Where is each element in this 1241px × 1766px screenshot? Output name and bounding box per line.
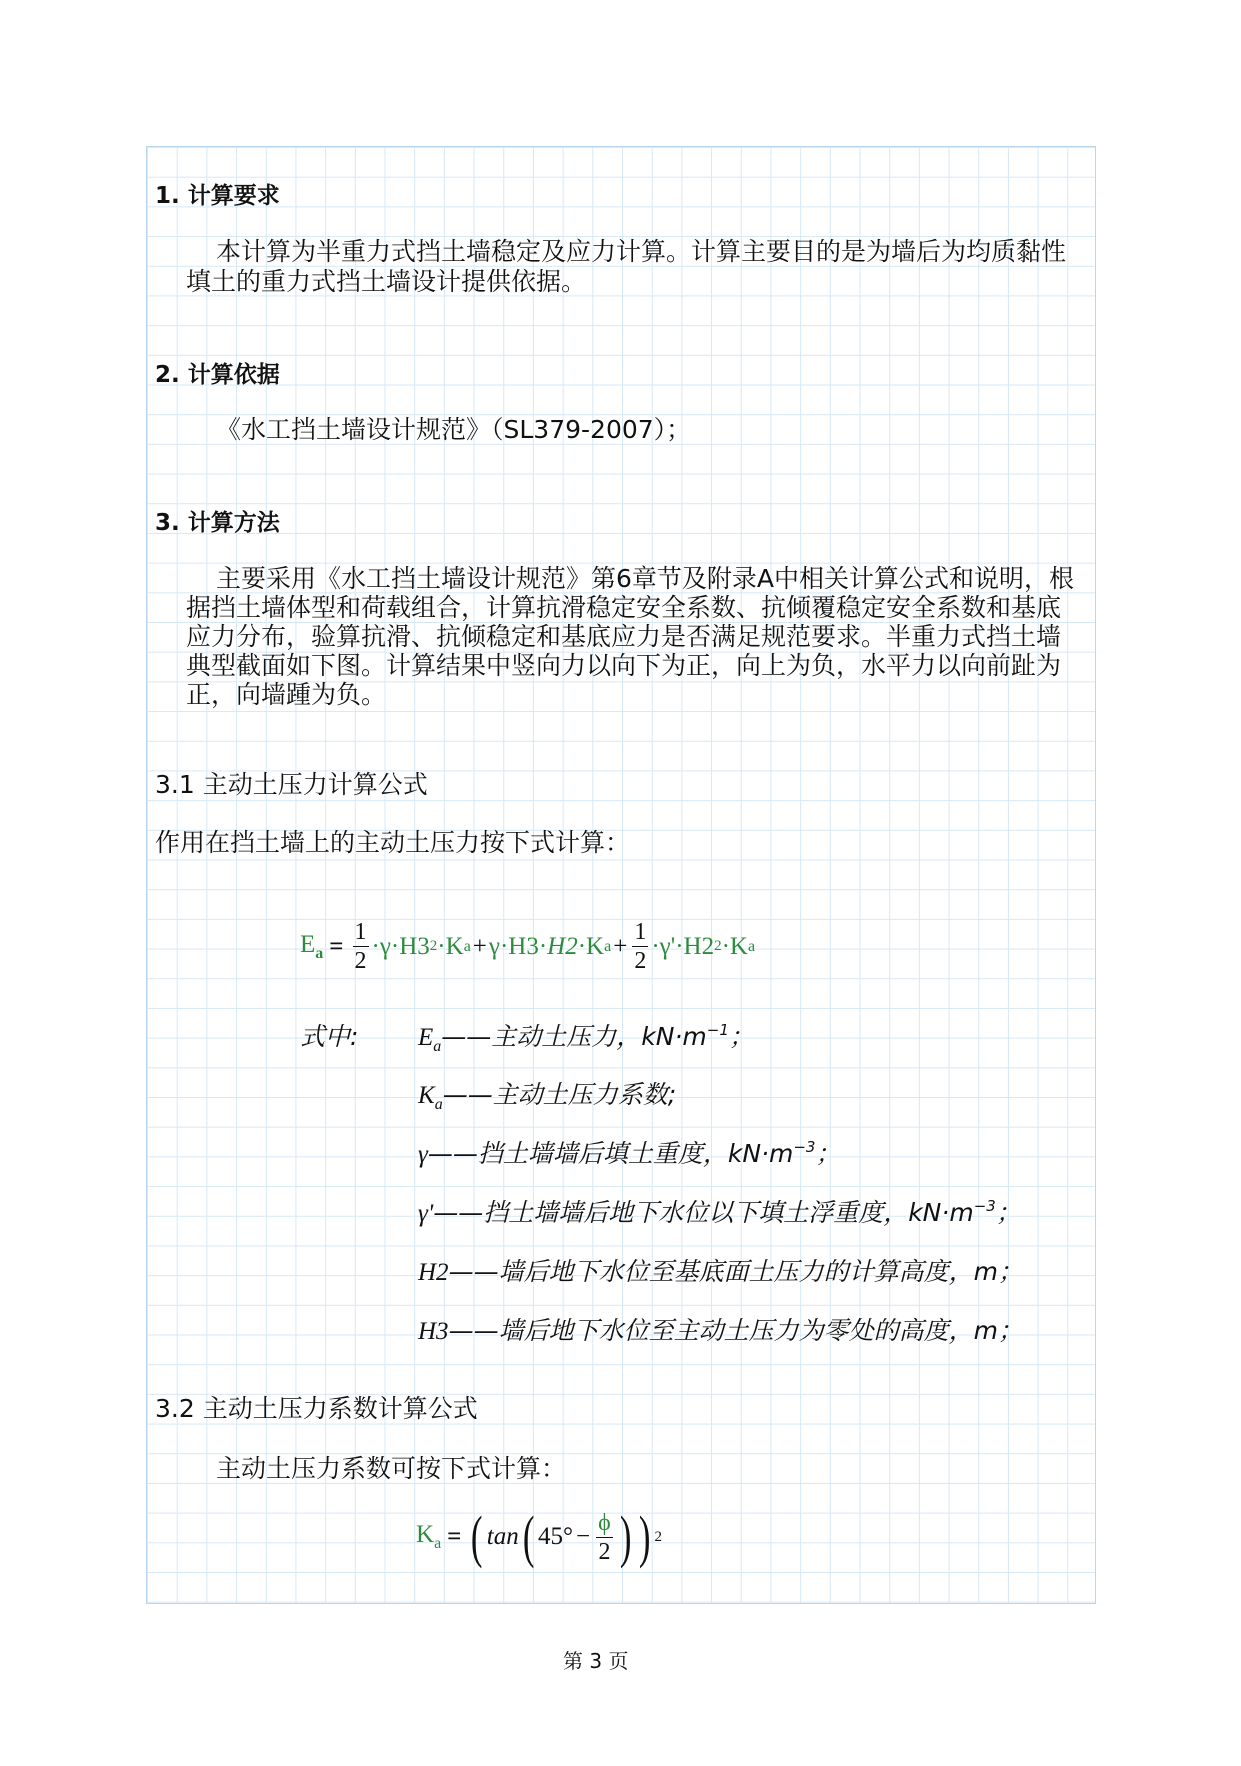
def-gamma: γ——挡土墙墙后填土重度，$kN\cdot m^{-3}$； <box>418 1138 841 1168</box>
section-3-1-heading: 3.1 主动土压力计算公式 <box>155 770 428 799</box>
def-gamma-prime: γ'——挡土墙墙后地下水位以下填土浮重度，$kN\cdot m^{-3}$； <box>418 1197 1021 1227</box>
coefficient-intro: 主动土压力系数可按下式计算： <box>216 1454 567 1483</box>
earth-pressure-intro: 作用在挡土墙上的主动土压力按下式计算： <box>155 828 631 857</box>
def-h3: H3——墙后地下水位至主动土压力为零处的高度，m； <box>418 1316 1023 1345</box>
def-ka: $K_a——$主动土压力系数; <box>418 1080 677 1113</box>
page-number: 第 3 页 <box>563 1649 629 1673</box>
method-line-3: 应力分布，验算抗滑、抗倾稳定和基底应力是否满足规范要求。半重力式挡土墙 <box>186 622 1062 651</box>
method-line-2: 据挡土墙体型和荷载组合，计算抗滑稳定安全系数、抗倾覆稳定安全系数和基底 <box>186 593 1062 622</box>
section-2-heading: 2. 计算依据 <box>155 362 280 388</box>
def-h2: H2——墙后地下水位至基底面土压力的计算高度，m； <box>418 1257 1023 1286</box>
method-line-4: 典型截面如下图。计算结果中竖向力以向下为正，向上为负，水平力以向前趾为 <box>186 651 1062 680</box>
section-1-heading: 1. 计算要求 <box>155 183 280 209</box>
section-3-heading: 3. 计算方法 <box>155 510 280 536</box>
coefficient-formula: $K_a$ = ( tan ( 45° − $\frac{\phi}{2}$ ) ) 2 <box>416 1504 662 1569</box>
page-grid-area <box>146 146 1096 1604</box>
formula-fraction-half-1: $\frac{1}{2}$ <box>354 919 367 974</box>
earth-pressure-formula: $E_a$ = $\frac{1}{2}$ ·γ·H3 2 ·K a + γ·H3· H2 ·K a + $\frac{1}{2}$ ·γ'·H2 2 ·K a <box>300 919 756 974</box>
formula-fraction-half-2: $\frac{1}{2}$ <box>634 919 647 974</box>
where-label: 式中: <box>300 1022 359 1051</box>
reference-standard: 《水工挡土墙设计规范》（SL379-2007）； <box>216 415 692 444</box>
formula-ea: $E_a$ <box>300 930 324 962</box>
section-1-para-line2: 填土的重力式挡土墙设计提供依据。 <box>186 267 587 296</box>
method-line-5: 正，向墙踵为负。 <box>186 680 387 709</box>
section-1-para-line1: 本计算为半重力式挡土墙稳定及应力计算。计算主要目的是为墙后为均质黏性 <box>216 237 1067 266</box>
section-3-2-heading: 3.2 主动土压力系数计算公式 <box>155 1394 478 1423</box>
def-ea: $E_a——$主动土压力，$kN\cdot m^{-1}$； <box>418 1021 754 1055</box>
method-line-1: 主要采用《水工挡土墙设计规范》第6章节及附录A中相关计算公式和说明，根 <box>216 564 1075 593</box>
